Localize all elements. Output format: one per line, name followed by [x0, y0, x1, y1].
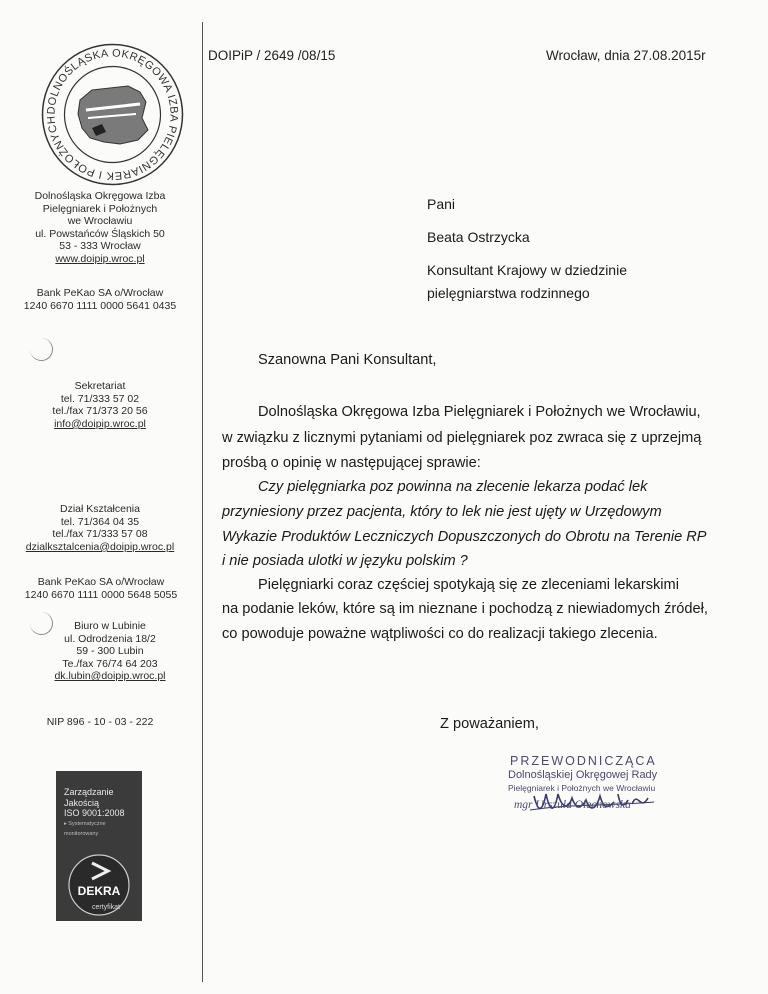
lubin-email-link[interactable]: dk.lubin@doipip.wroc.pl: [54, 670, 166, 683]
addressee-name: Beata Ostrzycka: [427, 229, 530, 245]
addressee-salutation: Pani: [427, 196, 456, 212]
punch-hole-mark: [30, 338, 53, 361]
certificate-line: Zarządzanie: [64, 787, 114, 797]
dekra-seal-icon: [56, 843, 142, 921]
bank-name: Bank PeKao SA o/Wrocław: [37, 576, 165, 588]
certificate-line: ISO 9001:2008: [64, 808, 125, 818]
education-email-link[interactable]: dzialksztalcenia@doipip.wroc.pl: [25, 540, 175, 553]
nip-number: NIP 896 - 10 - 03 - 222: [46, 716, 154, 728]
paragraph-line: w związku z licznymi pytaniami od pielęgniarek poz zwraca się z uprzejmą: [222, 430, 702, 446]
secretariat-email-link[interactable]: info@doipip.wroc.pl: [54, 417, 146, 430]
bank-account-number: 1240 6670 1111 0000 5641 0435: [23, 299, 177, 312]
lubin-street: ul. Odrodzenia 18/2: [64, 632, 156, 645]
question-line: przyniesiony przez pacjenta, który to lek nie jest ujęty w Urzędowym: [222, 504, 662, 520]
logo-ring-text: DOLNOŚLĄSKA OKRĘGOWA IZBA PIELĘGNIAREK I POŁOŻNYCH: [45, 47, 180, 182]
paragraph-line: prośbą o opinię w następującej sprawie:: [222, 455, 481, 471]
addressee-title-line2: pielęgniarstwa rodzinnego: [427, 285, 590, 301]
signer-name: mgr Urszula Olechowska: [514, 799, 631, 811]
paragraph-line: na podanie leków, które są im nieznane i pochodzą z niewiadomych źródeł,: [222, 601, 708, 617]
certificate-line: Jakością: [64, 797, 100, 808]
org-line: 53 - 333 Wrocław: [59, 240, 141, 253]
chamber-logo-emblem: [40, 42, 185, 187]
certificate-line: ▸ Systematyczne: [64, 820, 106, 827]
lubin-label: Biuro w Lubinie: [74, 620, 146, 632]
org-website-link[interactable]: www.doipip.wroc.pl: [55, 252, 145, 265]
education-dept-block: [0, 503, 200, 553]
secretariat-fax: tel./fax 71/373 20 56: [52, 405, 148, 418]
bank-account-block-1: [0, 287, 206, 312]
org-line: Pielęgniarek i Położnych: [42, 202, 158, 215]
education-phone: tel. 71/364 04 35: [60, 515, 140, 528]
org-line: we Wrocławiu: [67, 215, 133, 228]
bank-account-block-2: [0, 576, 206, 601]
education-label: Dział Kształcenia: [60, 503, 140, 515]
certificate-text: [64, 787, 125, 840]
org-line: ul. Powstańców Śląskich 50: [35, 227, 165, 240]
dekra-brand: DEKRA: [77, 884, 121, 898]
paragraph-line: co powoduje poważne wątpliwości co do realizacji takiego zlecenia.: [222, 626, 658, 642]
certificate-line: monitorowany: [64, 831, 99, 837]
dekra-certificate-badge: [56, 771, 142, 921]
lubin-office-block: [10, 620, 210, 683]
bank-account-number: 1240 6670 1111 0000 5648 5055: [24, 588, 178, 601]
org-line: Dolnośląska Okręgowa Izba: [34, 190, 166, 202]
stamp-line: Pielęgniarek i Położnych we Wrocławiu: [508, 783, 656, 793]
education-fax: tel./fax 71/333 57 08: [52, 528, 148, 541]
addressee-title-line1: Konsultant Krajowy w dziedzinie: [427, 262, 627, 278]
dekra-ribbon: certyfikat: [91, 904, 121, 911]
question-line: Wykazie Produktów Leczniczych Dopuszczonych do Obrotu na Terenie RP: [222, 529, 707, 545]
bank-name: Bank PeKao SA o/Wrocław: [36, 287, 164, 299]
question-line: Czy pielęgniarka poz powinna na zlecenie lekarza podać lek: [258, 479, 648, 495]
lubin-phone: Te./fax 76/74 64 203: [62, 657, 158, 670]
paragraph-line: Dolnośląska Okręgowa Izba Pielęgniarek i Położnych we Wrocławiu,: [258, 404, 701, 420]
column-divider: [202, 22, 203, 982]
stamp-line: Dolnośląskiej Okręgowej Rady: [508, 769, 658, 781]
lubin-city: 59 - 300 Lubin: [76, 645, 144, 658]
secretariat-label: Sekretariat: [74, 380, 126, 392]
letter-closing: Z poważaniem,: [440, 716, 539, 732]
question-line: i nie posiada ulotki w języku polskim ?: [222, 553, 468, 569]
letter-greeting: Szanowna Pani Konsultant,: [258, 352, 437, 368]
secretariat-phone: tel. 71/333 57 02: [60, 392, 140, 405]
stamp-title: PRZEWODNICZĄCA: [510, 754, 657, 768]
reference-number: DOIPiP / 2649 /08/15: [208, 48, 336, 63]
org-address-block: [0, 190, 200, 266]
paragraph-line: Pielęgniarki coraz częściej spotykają się ze zleceniami lekarskimi: [258, 577, 679, 593]
secretariat-block: [0, 380, 200, 430]
place-and-date: Wrocław, dnia 27.08.2015r: [546, 48, 706, 63]
